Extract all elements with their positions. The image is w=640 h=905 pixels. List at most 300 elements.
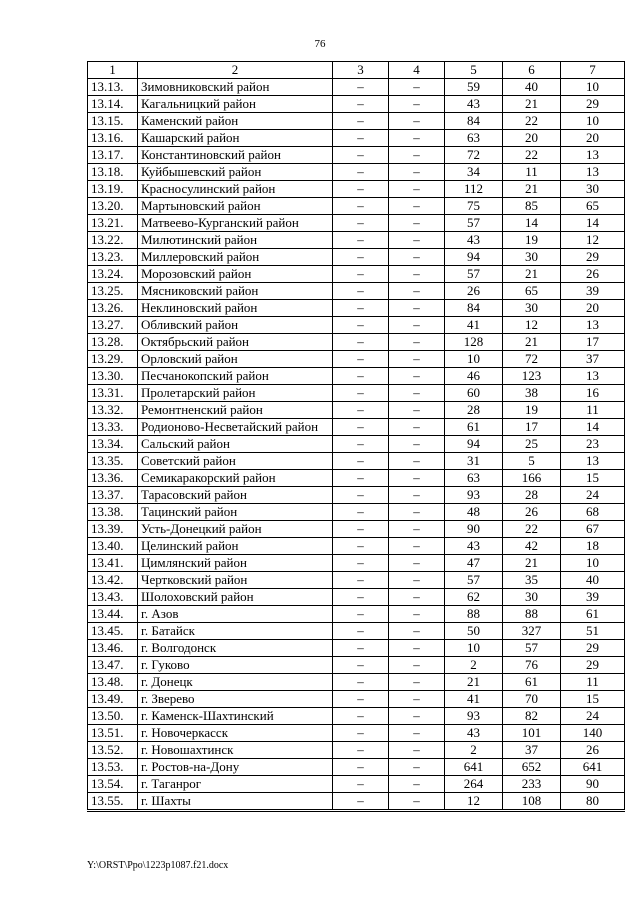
table-row: [88, 300, 625, 317]
col3-value: –: [333, 470, 389, 487]
col3-value: –: [333, 317, 389, 334]
territory-name: Кашарский район: [138, 130, 333, 147]
col7-value: 10: [561, 113, 625, 130]
col3-value: –: [333, 130, 389, 147]
table-row: [88, 725, 625, 742]
row-number: 13.52.: [88, 742, 138, 759]
col5-value: 94: [445, 436, 503, 453]
col3-value: –: [333, 742, 389, 759]
col5-value: 43: [445, 232, 503, 249]
col3-value: –: [333, 113, 389, 130]
col4-value: –: [389, 453, 445, 470]
col3-value: –: [333, 725, 389, 742]
col3-value: –: [333, 249, 389, 266]
col6-value: 85: [503, 198, 561, 215]
territory-name: Сальский район: [138, 436, 333, 453]
col4-value: –: [389, 606, 445, 623]
row-number: 13.36.: [88, 470, 138, 487]
territory-name: Красносулинский район: [138, 181, 333, 198]
row-number: 13.24.: [88, 266, 138, 283]
territory-name: Каменский район: [138, 113, 333, 130]
col7-value: 26: [561, 266, 625, 283]
col4-value: –: [389, 402, 445, 419]
table-row: [88, 793, 625, 811]
col6-value: 14: [503, 215, 561, 232]
col4-value: –: [389, 113, 445, 130]
row-number: 13.17.: [88, 147, 138, 164]
column-header: 6: [503, 62, 561, 79]
table-row: [88, 538, 625, 555]
col4-value: –: [389, 776, 445, 793]
col5-value: 34: [445, 164, 503, 181]
row-number: 13.35.: [88, 453, 138, 470]
row-number: 13.13.: [88, 79, 138, 96]
col6-value: 652: [503, 759, 561, 776]
row-number: 13.23.: [88, 249, 138, 266]
col5-value: 48: [445, 504, 503, 521]
col3-value: –: [333, 708, 389, 725]
col3-value: –: [333, 555, 389, 572]
row-number: 13.18.: [88, 164, 138, 181]
col5-value: 88: [445, 606, 503, 623]
territory-name: Чертковский район: [138, 572, 333, 589]
territory-name: г. Таганрог: [138, 776, 333, 793]
table-row: [88, 79, 625, 96]
col7-value: 13: [561, 147, 625, 164]
col7-value: 29: [561, 640, 625, 657]
table-row: [88, 572, 625, 589]
col7-value: 61: [561, 606, 625, 623]
row-number: 13.55.: [88, 793, 138, 811]
col7-value: 18: [561, 538, 625, 555]
col5-value: 43: [445, 725, 503, 742]
territory-name: Мартыновский район: [138, 198, 333, 215]
territory-name: г. Каменск-Шахтинский: [138, 708, 333, 725]
col4-value: –: [389, 249, 445, 266]
col7-value: 15: [561, 691, 625, 708]
col6-value: 327: [503, 623, 561, 640]
table-row: [88, 113, 625, 130]
territory-name: Советский район: [138, 453, 333, 470]
col4-value: –: [389, 487, 445, 504]
table-row: [88, 266, 625, 283]
territory-name: Шолоховский район: [138, 589, 333, 606]
col7-value: 10: [561, 79, 625, 96]
col7-value: 40: [561, 572, 625, 589]
col5-value: 10: [445, 351, 503, 368]
col5-value: 59: [445, 79, 503, 96]
col7-value: 26: [561, 742, 625, 759]
col7-value: 20: [561, 300, 625, 317]
col7-value: 12: [561, 232, 625, 249]
col7-value: 23: [561, 436, 625, 453]
col6-value: 61: [503, 674, 561, 691]
col5-value: 28: [445, 402, 503, 419]
territory-name: Константиновский район: [138, 147, 333, 164]
col6-value: 21: [503, 334, 561, 351]
table-row: [88, 317, 625, 334]
col6-value: 22: [503, 147, 561, 164]
col5-value: 93: [445, 708, 503, 725]
col5-value: 63: [445, 470, 503, 487]
col7-value: 65: [561, 198, 625, 215]
territory-name: Ремонтненский район: [138, 402, 333, 419]
table-row: [88, 436, 625, 453]
column-header: 4: [389, 62, 445, 79]
territory-name: Милютинский район: [138, 232, 333, 249]
col4-value: –: [389, 232, 445, 249]
col7-value: 80: [561, 793, 625, 811]
territory-name: Пролетарский район: [138, 385, 333, 402]
col5-value: 41: [445, 317, 503, 334]
territory-name: Матвеево-Курганский район: [138, 215, 333, 232]
col3-value: –: [333, 402, 389, 419]
col5-value: 2: [445, 657, 503, 674]
col4-value: –: [389, 419, 445, 436]
col6-value: 233: [503, 776, 561, 793]
col5-value: 93: [445, 487, 503, 504]
col6-value: 21: [503, 181, 561, 198]
table-row: [88, 96, 625, 113]
table-row: [88, 334, 625, 351]
territory-name: г. Новочеркасск: [138, 725, 333, 742]
table-row: [88, 385, 625, 402]
col5-value: 50: [445, 623, 503, 640]
col4-value: –: [389, 181, 445, 198]
table-row: [88, 147, 625, 164]
row-number: 13.39.: [88, 521, 138, 538]
col5-value: 57: [445, 266, 503, 283]
col4-value: –: [389, 334, 445, 351]
row-number: 13.33.: [88, 419, 138, 436]
col5-value: 21: [445, 674, 503, 691]
territory-name: Миллеровский район: [138, 249, 333, 266]
col6-value: 22: [503, 521, 561, 538]
row-number: 13.15.: [88, 113, 138, 130]
col4-value: –: [389, 521, 445, 538]
territory-name: Песчанокопский район: [138, 368, 333, 385]
col7-value: 30: [561, 181, 625, 198]
col3-value: –: [333, 283, 389, 300]
col7-value: 13: [561, 368, 625, 385]
table-row: [88, 691, 625, 708]
col3-value: –: [333, 759, 389, 776]
col3-value: –: [333, 368, 389, 385]
column-header: 2: [138, 62, 333, 79]
row-number: 13.14.: [88, 96, 138, 113]
col7-value: 10: [561, 555, 625, 572]
table-row: [88, 470, 625, 487]
col6-value: 65: [503, 283, 561, 300]
territory-name: Мясниковский район: [138, 283, 333, 300]
col7-value: 13: [561, 317, 625, 334]
row-number: 13.46.: [88, 640, 138, 657]
table-row: [88, 368, 625, 385]
col7-value: 14: [561, 419, 625, 436]
row-number: 13.19.: [88, 181, 138, 198]
territory-name: г. Новошахтинск: [138, 742, 333, 759]
col3-value: –: [333, 198, 389, 215]
col4-value: –: [389, 742, 445, 759]
table-row: [88, 504, 625, 521]
col6-value: 123: [503, 368, 561, 385]
col5-value: 72: [445, 147, 503, 164]
territory-name: Цимлянский район: [138, 555, 333, 572]
row-number: 13.53.: [88, 759, 138, 776]
col7-value: 15: [561, 470, 625, 487]
territory-name: Тарасовский район: [138, 487, 333, 504]
row-number: 13.30.: [88, 368, 138, 385]
row-number: 13.51.: [88, 725, 138, 742]
row-number: 13.29.: [88, 351, 138, 368]
col6-value: 11: [503, 164, 561, 181]
territory-name: Обливский район: [138, 317, 333, 334]
col6-value: 38: [503, 385, 561, 402]
col5-value: 90: [445, 521, 503, 538]
col5-value: 12: [445, 793, 503, 811]
row-number: 13.27.: [88, 317, 138, 334]
table-row: [88, 589, 625, 606]
col3-value: –: [333, 453, 389, 470]
col4-value: –: [389, 759, 445, 776]
col7-value: 39: [561, 283, 625, 300]
col6-value: 30: [503, 300, 561, 317]
col3-value: –: [333, 385, 389, 402]
col3-value: –: [333, 419, 389, 436]
col3-value: –: [333, 436, 389, 453]
territory-name: Орловский район: [138, 351, 333, 368]
territory-name: Морозовский район: [138, 266, 333, 283]
row-number: 13.41.: [88, 555, 138, 572]
col4-value: –: [389, 79, 445, 96]
col3-value: –: [333, 232, 389, 249]
row-number: 13.16.: [88, 130, 138, 147]
col6-value: 101: [503, 725, 561, 742]
col5-value: 26: [445, 283, 503, 300]
row-number: 13.42.: [88, 572, 138, 589]
col5-value: 264: [445, 776, 503, 793]
col6-value: 19: [503, 402, 561, 419]
col6-value: 108: [503, 793, 561, 811]
col7-value: 641: [561, 759, 625, 776]
col7-value: 39: [561, 589, 625, 606]
col3-value: –: [333, 96, 389, 113]
col5-value: 60: [445, 385, 503, 402]
col7-value: 17: [561, 334, 625, 351]
col5-value: 112: [445, 181, 503, 198]
table-row: [88, 487, 625, 504]
col5-value: 75: [445, 198, 503, 215]
col5-value: 94: [445, 249, 503, 266]
col4-value: –: [389, 725, 445, 742]
row-number: 13.26.: [88, 300, 138, 317]
col7-value: 51: [561, 623, 625, 640]
table-row: [88, 521, 625, 538]
territory-name: г. Батайск: [138, 623, 333, 640]
row-number: 13.44.: [88, 606, 138, 623]
col5-value: 2: [445, 742, 503, 759]
territory-name: Целинский район: [138, 538, 333, 555]
col5-value: 43: [445, 96, 503, 113]
footer-file-path: Y:\ORST\Ppo\1223p1087.f21.docx: [87, 860, 229, 871]
col6-value: 22: [503, 113, 561, 130]
row-number: 13.50.: [88, 708, 138, 725]
col5-value: 31: [445, 453, 503, 470]
col6-value: 17: [503, 419, 561, 436]
col6-value: 30: [503, 589, 561, 606]
col4-value: –: [389, 96, 445, 113]
table-row: [88, 283, 625, 300]
col3-value: –: [333, 657, 389, 674]
page-number: 76: [314, 38, 326, 50]
col3-value: –: [333, 572, 389, 589]
col7-value: 13: [561, 453, 625, 470]
col3-value: –: [333, 538, 389, 555]
col3-value: –: [333, 589, 389, 606]
col6-value: 37: [503, 742, 561, 759]
col4-value: –: [389, 623, 445, 640]
col3-value: –: [333, 266, 389, 283]
table-row: [88, 402, 625, 419]
col3-value: –: [333, 79, 389, 96]
col7-value: 20: [561, 130, 625, 147]
table-row: [88, 198, 625, 215]
row-number: 13.21.: [88, 215, 138, 232]
territory-name: Кагальницкий район: [138, 96, 333, 113]
col4-value: –: [389, 691, 445, 708]
table-body: [88, 79, 625, 811]
row-number: 13.25.: [88, 283, 138, 300]
row-number: 13.37.: [88, 487, 138, 504]
col7-value: 68: [561, 504, 625, 521]
column-header: 3: [333, 62, 389, 79]
row-number: 13.48.: [88, 674, 138, 691]
row-number: 13.28.: [88, 334, 138, 351]
col7-value: 29: [561, 96, 625, 113]
col7-value: 29: [561, 657, 625, 674]
territory-name: Октябрьский район: [138, 334, 333, 351]
table-row: [88, 606, 625, 623]
table-row: [88, 181, 625, 198]
col6-value: 57: [503, 640, 561, 657]
col4-value: –: [389, 215, 445, 232]
col5-value: 57: [445, 572, 503, 589]
col7-value: 67: [561, 521, 625, 538]
col6-value: 12: [503, 317, 561, 334]
col4-value: –: [389, 538, 445, 555]
col7-value: 90: [561, 776, 625, 793]
col5-value: 62: [445, 589, 503, 606]
col6-value: 70: [503, 691, 561, 708]
table-row: [88, 249, 625, 266]
row-number: 13.43.: [88, 589, 138, 606]
col6-value: 166: [503, 470, 561, 487]
col4-value: –: [389, 351, 445, 368]
col6-value: 25: [503, 436, 561, 453]
col4-value: –: [389, 385, 445, 402]
table-row: [88, 759, 625, 776]
col6-value: 76: [503, 657, 561, 674]
table-row: [88, 674, 625, 691]
territory-name: г. Азов: [138, 606, 333, 623]
col4-value: –: [389, 589, 445, 606]
data-table: [87, 61, 625, 812]
table-row: [88, 708, 625, 725]
col5-value: 41: [445, 691, 503, 708]
col3-value: –: [333, 691, 389, 708]
col5-value: 84: [445, 113, 503, 130]
col4-value: –: [389, 130, 445, 147]
col7-value: 24: [561, 487, 625, 504]
col3-value: –: [333, 164, 389, 181]
col4-value: –: [389, 470, 445, 487]
col5-value: 43: [445, 538, 503, 555]
col4-value: –: [389, 198, 445, 215]
col7-value: 13: [561, 164, 625, 181]
col4-value: –: [389, 368, 445, 385]
col6-value: 5: [503, 453, 561, 470]
col5-value: 128: [445, 334, 503, 351]
col4-value: –: [389, 572, 445, 589]
territory-name: г. Донецк: [138, 674, 333, 691]
col4-value: –: [389, 674, 445, 691]
row-number: 13.38.: [88, 504, 138, 521]
row-number: 13.34.: [88, 436, 138, 453]
row-number: 13.32.: [88, 402, 138, 419]
col6-value: 21: [503, 555, 561, 572]
row-number: 13.49.: [88, 691, 138, 708]
col7-value: 11: [561, 402, 625, 419]
col3-value: –: [333, 623, 389, 640]
col5-value: 10: [445, 640, 503, 657]
row-number: 13.31.: [88, 385, 138, 402]
table-row: [88, 657, 625, 674]
col5-value: 641: [445, 759, 503, 776]
col4-value: –: [389, 793, 445, 811]
col3-value: –: [333, 674, 389, 691]
col3-value: –: [333, 521, 389, 538]
col3-value: –: [333, 300, 389, 317]
col6-value: 42: [503, 538, 561, 555]
territory-name: г. Волгодонск: [138, 640, 333, 657]
territory-name: г. Ростов-на-Дону: [138, 759, 333, 776]
col4-value: –: [389, 657, 445, 674]
col3-value: –: [333, 504, 389, 521]
col6-value: 21: [503, 96, 561, 113]
table-row: [88, 640, 625, 657]
col6-value: 20: [503, 130, 561, 147]
column-header: 5: [445, 62, 503, 79]
col6-value: 21: [503, 266, 561, 283]
territory-name: г. Шахты: [138, 793, 333, 811]
territory-name: Куйбышевский район: [138, 164, 333, 181]
table-header-row: [88, 62, 625, 79]
row-number: 13.47.: [88, 657, 138, 674]
col5-value: 46: [445, 368, 503, 385]
col3-value: –: [333, 181, 389, 198]
column-header: 7: [561, 62, 625, 79]
col4-value: –: [389, 283, 445, 300]
territory-name: Родионово-Несветайский район: [138, 419, 333, 436]
table-row: [88, 419, 625, 436]
col6-value: 30: [503, 249, 561, 266]
col4-value: –: [389, 708, 445, 725]
col4-value: –: [389, 266, 445, 283]
row-number: 13.54.: [88, 776, 138, 793]
col7-value: 37: [561, 351, 625, 368]
col7-value: 14: [561, 215, 625, 232]
col3-value: –: [333, 776, 389, 793]
